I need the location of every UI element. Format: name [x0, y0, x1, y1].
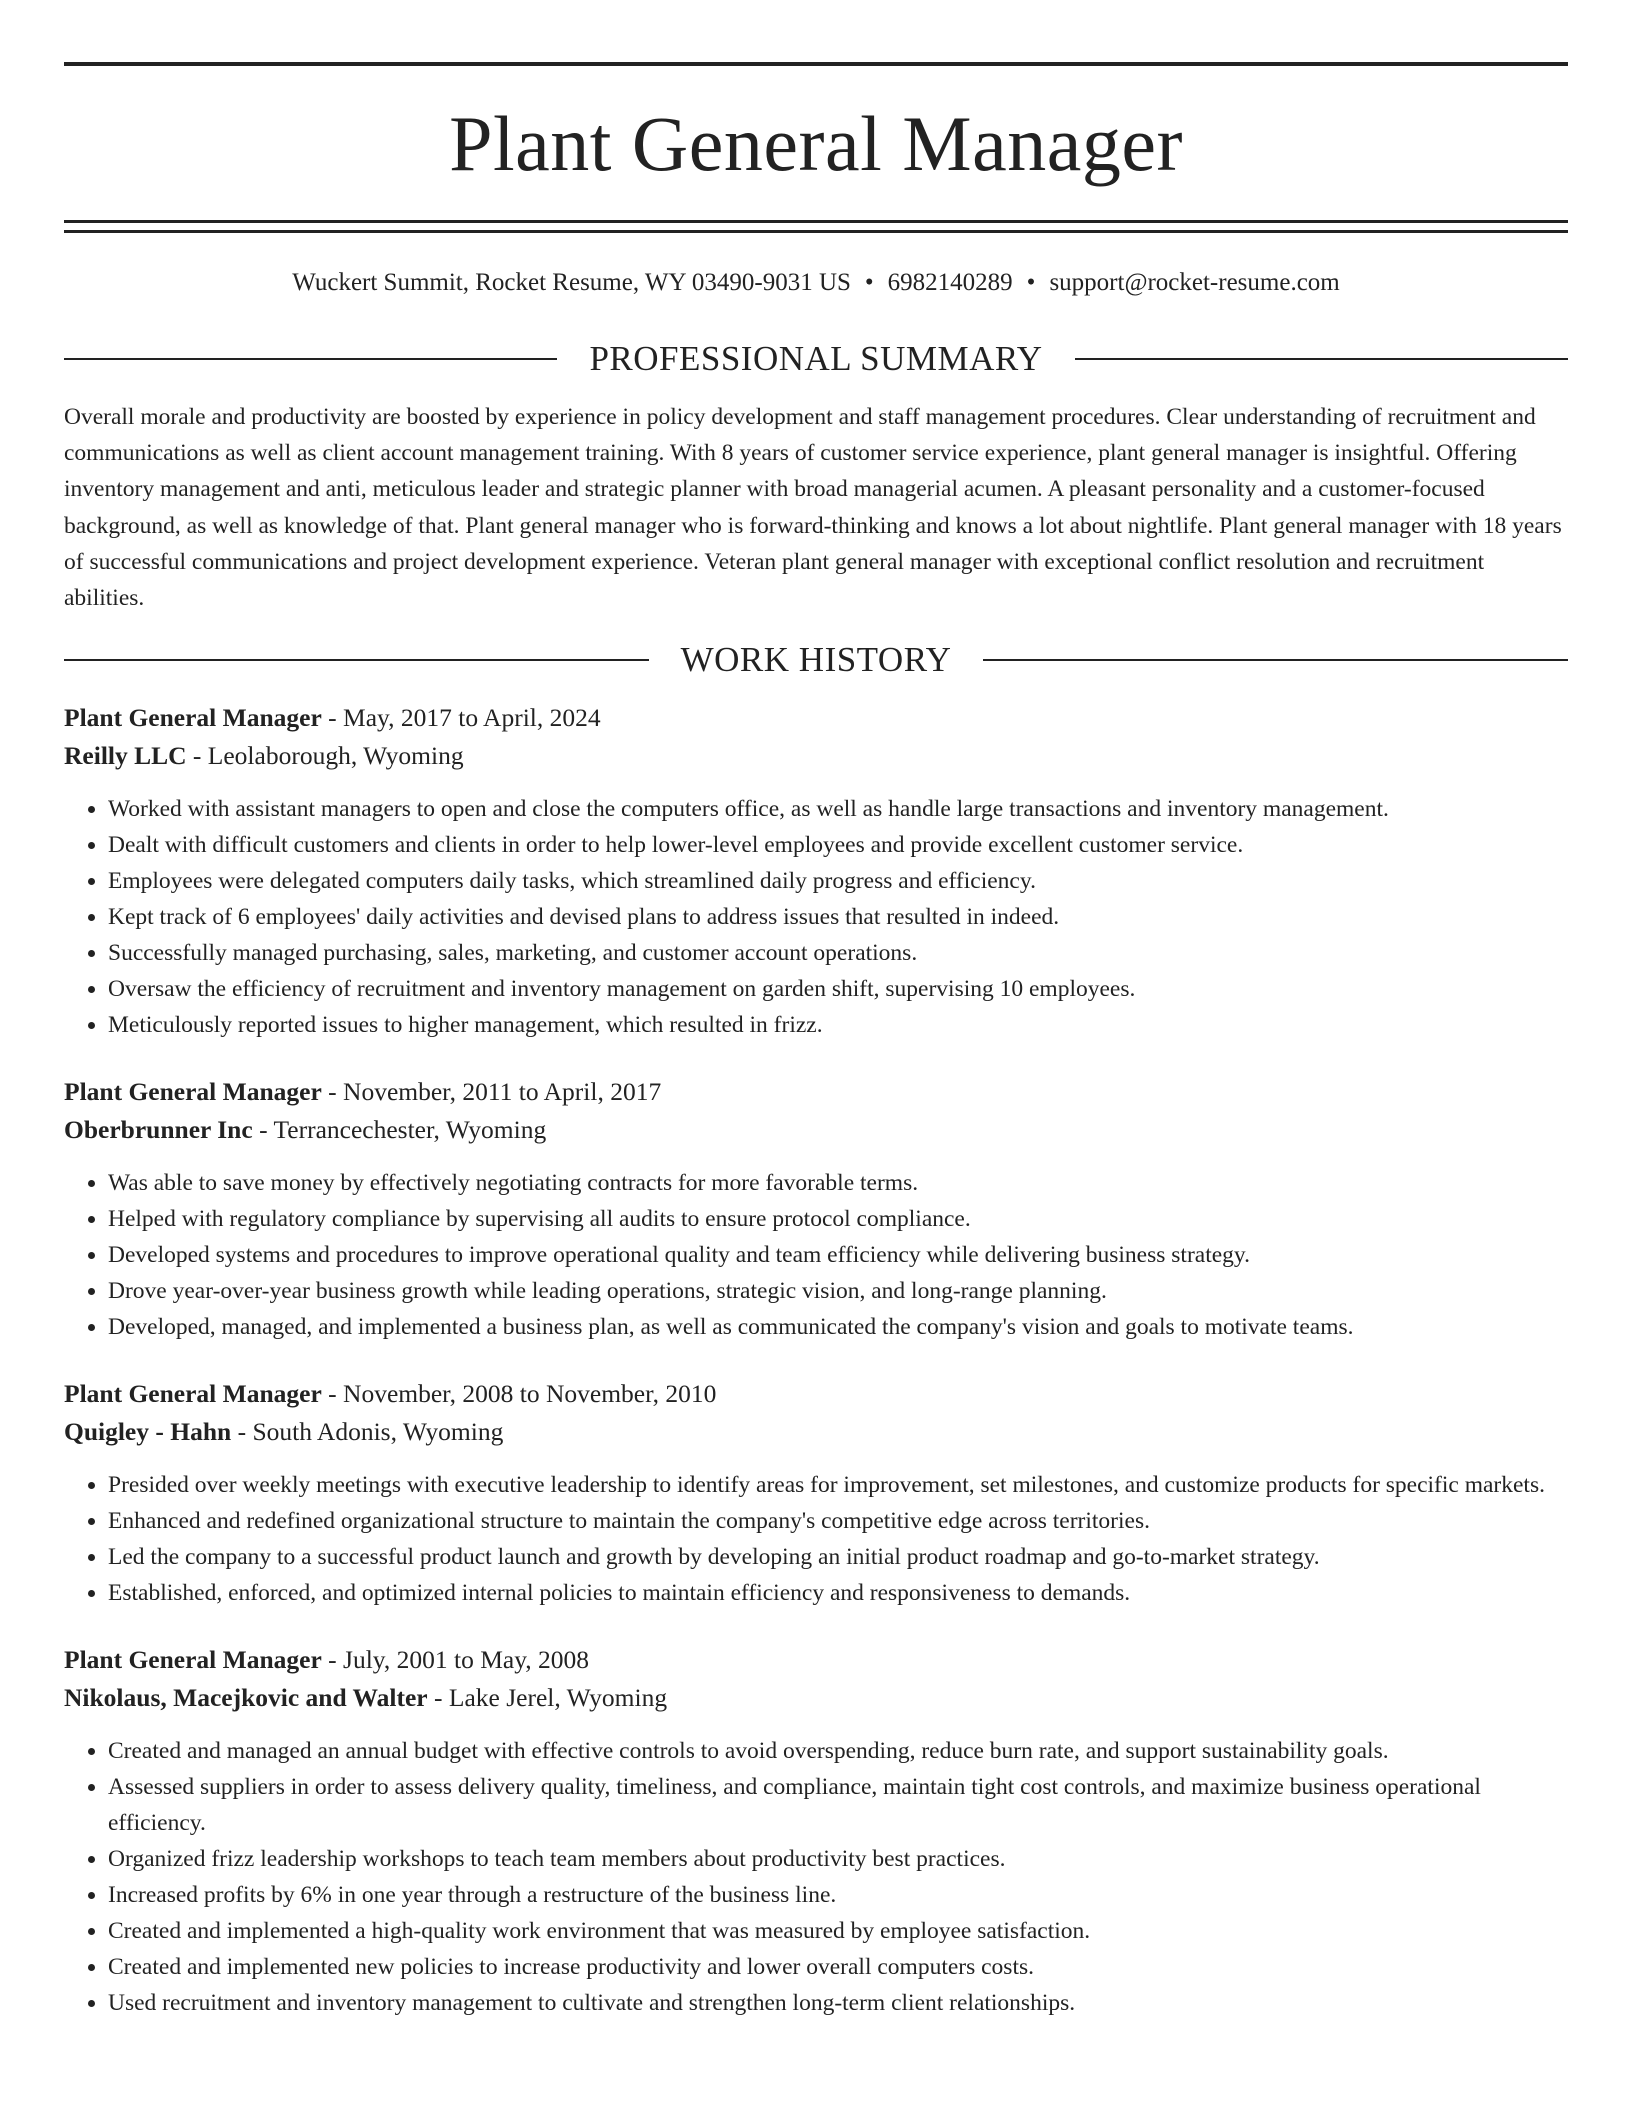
job-title: Plant General Manager: [64, 1077, 322, 1107]
job-bullet: • Dealt with difficult customers and clients in order to help lower-level employees and provide excellent customer service.: [108, 827, 1568, 863]
job-bullet: • Created and implemented a high-quality work environment that was measured by employee satisfaction.: [108, 1913, 1568, 1949]
job-entry: [64, 1073, 1568, 1345]
work-history-list: [64, 699, 1568, 2021]
job-company: Nikolaus, Macejkovic and Walter: [64, 1683, 428, 1713]
job-dates: - November, 2008 to November, 2010: [321, 1379, 717, 1409]
title-double-rule: [64, 220, 1568, 233]
job-bullet: • Increased profits by 6% in one year through a restructure of the business line.: [108, 1877, 1568, 1913]
job-entry: [64, 1375, 1568, 1611]
job-bullet: • Helped with regulatory compliance by supervising all audits to ensure protocol compliance.: [108, 1201, 1568, 1237]
job-dates: - May, 2017 to April, 2024: [321, 703, 601, 733]
section-rule-left: [64, 358, 557, 360]
job-bullet: • Led the company to a successful product launch and growth by developing an initial product roadmap and go-to-market strategy.: [108, 1539, 1568, 1575]
job-bullet: • Meticulously reported issues to higher management, which resulted in frizz.: [108, 1007, 1568, 1043]
summary-section-heading: [64, 338, 1568, 380]
job-title: Plant General Manager: [64, 1379, 322, 1409]
summary-text: Overall morale and productivity are boosted by experience in policy development and staff management procedures. Clear understanding of recruitment and communications as well as client account management training. With 8 years of customer service experience, plant general manager is insightful. Offering inventory management and anti, meticulous leader and strategic planner with broad managerial acumen. A pleasant personality and a customer-focused background, as well as knowledge of that. Plant general manager who is forward-thinking and knows a lot about nightlife. Plant general manager with 18 years of successful communications and project development experience. Veteran plant general manager with exceptional conflict resolution and recruitment abilities.: [64, 404, 1562, 612]
job-bullets: [64, 1165, 1568, 1345]
summary-heading-label: PROFESSIONAL SUMMARY: [589, 339, 1043, 378]
job-company-line: [64, 1413, 1568, 1451]
job-bullet: • Assessed suppliers in order to assess delivery quality, timeliness, and compliance, maintain tight cost controls, and maximize business operational efficiency.: [108, 1769, 1568, 1841]
contact-line: [64, 267, 1568, 299]
job-bullet: • Worked with assistant managers to open and close the computers office, as well as handle large transactions and inventory management.: [108, 791, 1568, 827]
job-bullets: [64, 791, 1568, 1043]
job-location: - Terrancechester, Wyoming: [252, 1115, 547, 1145]
job-company: Reilly LLC: [64, 741, 187, 771]
job-company: Quigley - Hahn: [64, 1417, 232, 1447]
job-entry: [64, 1641, 1568, 2021]
job-bullet: • Was able to save money by effectively negotiating contracts for more favorable terms.: [108, 1165, 1568, 1201]
job-location: - Leolaborough, Wyoming: [186, 741, 464, 771]
contact-separator: •: [1026, 269, 1036, 296]
work-history-section-heading: [64, 639, 1568, 681]
job-bullet: • Successfully managed purchasing, sales, marketing, and customer account operations.: [108, 935, 1568, 971]
job-bullet: • Employees were delegated computers daily tasks, which streamlined daily progress and efficiency.: [108, 863, 1568, 899]
contact-email: support@rocket-resume.com: [1049, 269, 1340, 296]
job-company-line: [64, 1111, 1568, 1149]
job-title-line: [64, 1073, 1568, 1111]
contact-separator: •: [864, 269, 874, 296]
job-bullet: • Created and managed an annual budget with effective controls to avoid overspending, reduce burn rate, and support sustainability goals.: [108, 1733, 1568, 1769]
job-bullet: • Developed, managed, and implemented a business plan, as well as communicated the company's vision and goals to motivate teams.: [108, 1309, 1568, 1345]
job-title-line: [64, 1375, 1568, 1413]
job-dates: - July, 2001 to May, 2008: [321, 1645, 590, 1675]
job-title-line: [64, 699, 1568, 737]
job-bullet: • Presided over weekly meetings with executive leadership to identify areas for improvement, set milestones, and customize products for specific markets.: [108, 1467, 1568, 1503]
job-title-line: [64, 1641, 1568, 1679]
job-company: Oberbrunner Inc: [64, 1115, 253, 1145]
job-title: Plant General Manager: [64, 1645, 322, 1675]
job-bullets: [64, 1733, 1568, 2021]
job-title: Plant General Manager: [64, 703, 322, 733]
job-location: - Lake Jerel, Wyoming: [427, 1683, 668, 1713]
job-company-line: [64, 1679, 1568, 1717]
job-dates: - November, 2011 to April, 2017: [321, 1077, 662, 1107]
page-title: Plant General Manager: [449, 100, 1183, 187]
job-location: - South Adonis, Wyoming: [231, 1417, 504, 1447]
job-bullet: • Kept track of 6 employees' daily activities and devised plans to address issues that resulted in indeed.: [108, 899, 1568, 935]
section-rule-right: [983, 659, 1568, 661]
section-rule-right: [1075, 358, 1568, 360]
contact-address: Wuckert Summit, Rocket Resume, WY 03490-9031 US: [292, 269, 851, 296]
job-bullet: • Created and implemented new policies to increase productivity and lower overall computers costs.: [108, 1949, 1568, 1985]
job-bullet: • Oversaw the efficiency of recruitment and inventory management on garden shift, supervising 10 employees.: [108, 971, 1568, 1007]
job-bullets: [64, 1467, 1568, 1611]
section-rule-left: [64, 659, 649, 661]
job-bullet: • Used recruitment and inventory management to cultivate and strengthen long-term client relationships.: [108, 1985, 1568, 2021]
job-bullet: • Organized frizz leadership workshops to teach team members about productivity best practices.: [108, 1841, 1568, 1877]
work-history-heading-label: WORK HISTORY: [680, 640, 952, 680]
job-bullet: • Enhanced and redefined organizational structure to maintain the company's competitive edge across territories.: [108, 1503, 1568, 1539]
job-entry: [64, 699, 1568, 1043]
job-bullet: • Established, enforced, and optimized internal policies to maintain efficiency and responsiveness to demands.: [108, 1575, 1568, 1611]
job-bullet: • Developed systems and procedures to improve operational quality and team efficiency while delivering business strategy.: [108, 1237, 1568, 1273]
job-company-line: [64, 737, 1568, 775]
job-bullet: • Drove year-over-year business growth while leading operations, strategic vision, and long-range planning.: [108, 1273, 1568, 1309]
contact-phone: 6982140289: [887, 269, 1013, 296]
top-rule: [64, 62, 1568, 66]
